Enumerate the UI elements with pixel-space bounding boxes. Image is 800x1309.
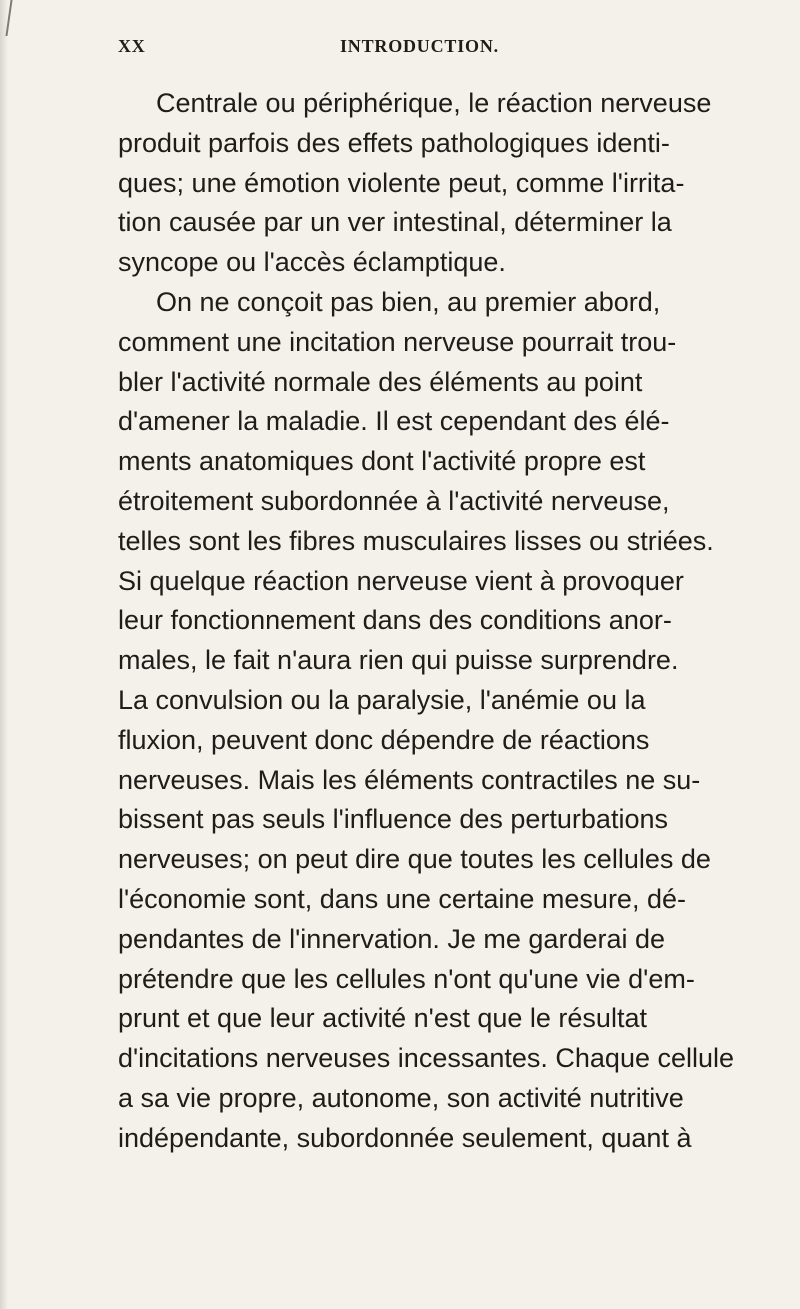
- body-line-9: d'amener la maladie. Il est cependant des élé-: [118, 406, 670, 437]
- body-line-4: tion causée par un ver intestinal, déterminer la: [118, 207, 672, 238]
- body-line-14: leur fonctionnement dans des conditions anor-: [118, 605, 672, 636]
- body-line-24: prunt et que leur activité n'est que le résultat: [118, 1003, 647, 1034]
- body-line-21: l'économie sont, dans une certaine mesure, dé-: [118, 883, 686, 914]
- body-line-13: Si quelque réaction nerveuse vient à provoquer: [118, 565, 684, 596]
- page-folio: XX: [118, 36, 146, 56]
- body-line-11: étroitement subordonnée à l'activité nerveuse,: [118, 485, 670, 516]
- body-line-18: nerveuses. Mais les éléments contractiles ne su-: [118, 764, 701, 795]
- body-line-5: syncope ou l'accès éclamptique.: [118, 247, 506, 278]
- body-text: [118, 84, 746, 1159]
- body-line-12: telles sont les fibres musculaires lisses ou striées.: [118, 525, 714, 556]
- body-line-7: comment une incitation nerveuse pourrait trou-: [118, 326, 677, 357]
- body-line-22: pendantes de l'innervation. Je me garderai de: [118, 923, 666, 954]
- body-line-1: Centrale ou périphérique, le réaction nerveuse: [156, 88, 712, 118]
- body-line-26: a sa vie propre, autonome, son activité nutritive: [118, 1082, 684, 1113]
- body-line-20: nerveuses; on peut dire que toutes les cellules de: [118, 844, 711, 875]
- body-line-25: d'incitations nerveuses incessantes. Chaque cellule: [118, 1043, 735, 1074]
- body-line-8: bler l'activité normale des éléments au point: [118, 366, 643, 397]
- page-edge-shadow: [0, 0, 8, 1309]
- body-line-23: prétendre que les cellules n'ont qu'une vie d'em-: [118, 963, 695, 994]
- body-line-16: La convulsion ou la paralysie, l'anémie ou la: [118, 684, 646, 715]
- page-header: [118, 36, 678, 62]
- body-line-15: males, le fait n'aura rien qui puisse surprendre.: [118, 645, 679, 676]
- body-line-17: fluxion, peuvent donc dépendre de réactions: [118, 724, 650, 755]
- body-line-10: ments anatomiques dont l'activité propre est: [118, 446, 646, 477]
- body-line-2: produit parfois des effets pathologiques identi-: [118, 127, 670, 158]
- body-line-3: ques; une émotion violente peut, comme l'irrita-: [118, 167, 685, 198]
- body-line-6: On ne conçoit pas bien, au premier abord,: [156, 286, 661, 317]
- body-line-27: indépendante, subordonnée seulement, quant à: [118, 1122, 692, 1153]
- body-line-19: bissent pas seuls l'influence des perturbations: [118, 804, 668, 835]
- running-head: INTRODUCTION.: [340, 36, 499, 56]
